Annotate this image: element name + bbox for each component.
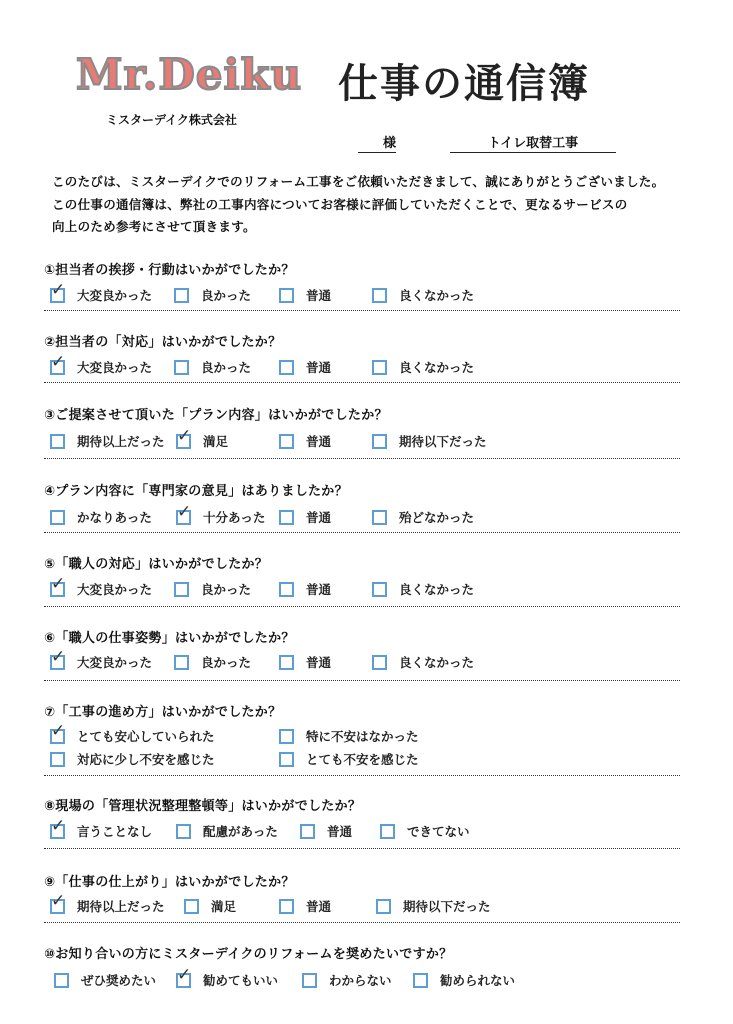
- option-label: とても不安を感じた: [306, 752, 419, 767]
- option-label: 良くなかった: [399, 582, 475, 597]
- question-7-option-3[interactable]: [50, 750, 215, 768]
- question-3-option-3[interactable]: [279, 432, 331, 450]
- question-5-option-3[interactable]: [279, 580, 331, 598]
- checkbox[interactable]: [372, 655, 387, 670]
- question-9-option-2[interactable]: [184, 897, 236, 915]
- check-icon: ✓: [51, 646, 66, 667]
- question-3-option-2[interactable]: [176, 425, 229, 450]
- option-label: 大変良かった: [77, 582, 153, 597]
- question-8-option-2[interactable]: [176, 822, 278, 840]
- option-label: 良くなかった: [399, 288, 475, 303]
- section-divider: [44, 680, 680, 681]
- question-6-option-4[interactable]: [372, 653, 474, 671]
- question-1-option-2[interactable]: [174, 286, 251, 304]
- option-label: 良かった: [201, 655, 252, 670]
- option-label: とても安心していられた: [77, 729, 215, 744]
- question-6-option-3[interactable]: [279, 653, 331, 671]
- option-label: 言うことなし: [77, 824, 153, 839]
- checkbox[interactable]: [279, 582, 294, 597]
- check-icon: ✓: [51, 720, 66, 741]
- option-label: 良かった: [201, 288, 252, 303]
- checkbox[interactable]: [372, 510, 387, 525]
- checkbox[interactable]: [279, 655, 294, 670]
- question-9-option-1[interactable]: [50, 890, 165, 915]
- checkbox[interactable]: [50, 752, 65, 767]
- section-divider: [44, 458, 680, 459]
- question-10-option-1[interactable]: [54, 971, 156, 989]
- question-2-option-1[interactable]: [50, 351, 153, 376]
- section-divider: [44, 382, 680, 383]
- checkbox[interactable]: [279, 510, 294, 525]
- question-4-option-3[interactable]: [279, 508, 331, 526]
- question-5-option-2[interactable]: [174, 580, 251, 598]
- brand-logo: Mr.Deiku: [76, 50, 303, 99]
- check-icon: ✓: [51, 279, 66, 300]
- checkbox[interactable]: [54, 973, 69, 988]
- checkbox[interactable]: [279, 434, 294, 449]
- check-icon: ✓: [177, 425, 192, 446]
- question-10-option-3[interactable]: [302, 971, 392, 989]
- question-10-option-2[interactable]: [176, 964, 279, 989]
- option-label: 殆どなかった: [399, 510, 475, 525]
- question-4-option-1[interactable]: [50, 508, 152, 526]
- option-label: かなりあった: [77, 510, 152, 525]
- page-title: 仕事の通信簿: [338, 61, 590, 107]
- option-label: 普通: [306, 434, 332, 449]
- checkbox[interactable]: [300, 824, 315, 839]
- option-label: 期待以下だった: [403, 899, 491, 914]
- option-label: できてない: [407, 824, 470, 839]
- checkbox[interactable]: [50, 351, 66, 375]
- checkbox[interactable]: [50, 720, 66, 744]
- question-8-option-4[interactable]: [380, 822, 470, 840]
- check-icon: ✓: [177, 964, 192, 985]
- question-3-option-4[interactable]: [372, 432, 487, 450]
- question-3-text: ③ご提案させて頂いた「プラン内容」はいかがでしたか？: [44, 408, 388, 423]
- option-label: 大変良かった: [77, 655, 153, 670]
- question-7-option-2[interactable]: [279, 727, 419, 745]
- option-label: 良くなかった: [399, 655, 475, 670]
- question-9-text: ⑨「仕事の仕上がり」はいかがでしたか？: [44, 875, 295, 890]
- checkbox[interactable]: [302, 973, 317, 988]
- checkbox[interactable]: [380, 824, 395, 839]
- check-icon: ✓: [51, 890, 66, 911]
- option-label: 普通: [306, 655, 332, 670]
- checkbox[interactable]: [50, 510, 65, 525]
- question-5-option-1[interactable]: [50, 573, 153, 598]
- question-2-option-4[interactable]: [372, 358, 474, 376]
- option-label: ぜひ奨めたい: [81, 973, 157, 988]
- checkbox[interactable]: [413, 973, 428, 988]
- question-8-option-3[interactable]: [300, 822, 352, 840]
- option-label: 大変良かった: [77, 360, 153, 375]
- intro-line-1: このたびは、ミスターデイクでのリフォーム工事をご依頼いただきまして、誠にありがとうございました。: [52, 174, 665, 189]
- question-1-option-3[interactable]: [279, 286, 331, 304]
- question-1-text: ①担当者の挨拶・行動はいかがでしたか？: [44, 263, 295, 278]
- section-divider: [44, 310, 680, 311]
- checkbox[interactable]: [50, 573, 66, 597]
- checkbox[interactable]: [50, 434, 65, 449]
- question-9-option-3[interactable]: [279, 897, 331, 915]
- question-7-text: ⑦「工事の進め方」はいかがでしたか？: [44, 705, 282, 720]
- check-icon: ✓: [177, 501, 192, 522]
- question-2-text: ②担当者の「対応」はいかがでしたか？: [44, 335, 282, 350]
- question-4-text: ④プラン内容に「専門家の意見」はありましたか？: [44, 484, 348, 499]
- customer-name-field: 様: [358, 132, 396, 153]
- question-7-option-4[interactable]: [279, 750, 419, 768]
- checkbox[interactable]: [184, 899, 199, 914]
- option-label: 特に不安はなかった: [306, 729, 419, 744]
- question-6-text: ⑥「職人の仕事姿勢」はいかがでしたか？: [44, 631, 295, 646]
- option-label: 良かった: [201, 582, 252, 597]
- checkbox[interactable]: [279, 752, 294, 767]
- question-1-option-1[interactable]: [50, 279, 153, 304]
- question-5-option-4[interactable]: [372, 580, 474, 598]
- checkbox[interactable]: [279, 360, 294, 375]
- checkbox[interactable]: [372, 360, 387, 375]
- question-3-option-1[interactable]: [50, 432, 165, 450]
- checkbox[interactable]: [174, 655, 189, 670]
- checkbox[interactable]: [174, 360, 189, 375]
- checkbox[interactable]: [279, 288, 294, 303]
- question-4-option-2[interactable]: [176, 501, 266, 526]
- company-name: ミスターデイク株式会社: [106, 113, 237, 127]
- checkbox[interactable]: [174, 582, 189, 597]
- question-10-text: ⑩お知り合いの方にミスターデイクのリフォームを奨めたいですか？: [44, 947, 453, 962]
- section-divider: [44, 532, 680, 533]
- checkbox[interactable]: [50, 279, 66, 303]
- checkbox[interactable]: [176, 501, 192, 525]
- option-label: 期待以下だった: [399, 434, 487, 449]
- option-label: 勧められない: [440, 973, 516, 988]
- checkbox[interactable]: [50, 815, 66, 839]
- check-icon: ✓: [51, 573, 66, 594]
- question-6-option-2[interactable]: [174, 653, 251, 671]
- option-label: 大変良かった: [77, 288, 153, 303]
- checkbox[interactable]: [176, 964, 192, 988]
- question-5-text: ⑤「職人の対応」はいかがでしたか？: [44, 557, 269, 572]
- checkbox[interactable]: [50, 646, 66, 670]
- checkbox[interactable]: [50, 890, 66, 914]
- option-label: 普通: [306, 582, 332, 597]
- question-2-option-2[interactable]: [174, 358, 251, 376]
- option-label: 期待以上だった: [77, 434, 165, 449]
- question-7-option-1[interactable]: [50, 720, 215, 745]
- option-label: 十分あった: [203, 510, 266, 525]
- option-label: 期待以上だった: [77, 899, 165, 914]
- question-4-option-4[interactable]: [372, 508, 474, 526]
- section-divider: [44, 775, 680, 776]
- checkbox[interactable]: [279, 899, 294, 914]
- checkbox[interactable]: [176, 824, 191, 839]
- option-label: 対応に少し不安を感じた: [77, 752, 215, 767]
- checkbox[interactable]: [176, 425, 192, 449]
- question-9-option-4[interactable]: [376, 897, 491, 915]
- checkbox[interactable]: [372, 288, 387, 303]
- checkbox[interactable]: [372, 434, 387, 449]
- option-label: 普通: [306, 510, 332, 525]
- checkbox[interactable]: [279, 729, 294, 744]
- option-label: 配慮があった: [203, 824, 278, 839]
- question-8-text: ⑧現場の「管理状況整理整頓等」はいかがでしたか？: [44, 799, 362, 814]
- option-label: 良くなかった: [399, 360, 475, 375]
- checkbox[interactable]: [174, 288, 189, 303]
- intro-line-2: この仕事の通信簿は、弊社の工事内容についてお客様に評価していただくことで、更なるサービスの: [52, 197, 628, 212]
- option-label: 勧めてもいい: [203, 973, 279, 988]
- question-6-option-1[interactable]: [50, 646, 153, 671]
- option-label: 良かった: [201, 360, 252, 375]
- question-1-option-4[interactable]: [372, 286, 474, 304]
- option-label: 満足: [211, 899, 237, 914]
- checkbox[interactable]: [376, 899, 391, 914]
- section-divider: [44, 606, 680, 607]
- section-divider: [44, 922, 680, 923]
- question-10-option-4[interactable]: [413, 971, 515, 989]
- option-label: わからない: [329, 973, 392, 988]
- intro-line-3: 向上のため参考にさせて頂きます。: [52, 219, 256, 234]
- option-label: 普通: [306, 899, 332, 914]
- question-2-option-3[interactable]: [279, 358, 331, 376]
- check-icon: ✓: [51, 815, 66, 836]
- option-label: 普通: [327, 824, 353, 839]
- option-label: 満足: [203, 434, 229, 449]
- section-divider: [44, 848, 680, 849]
- option-label: 普通: [306, 288, 332, 303]
- job-name-field: トイレ取替工事: [450, 132, 616, 153]
- checkbox[interactable]: [372, 582, 387, 597]
- question-8-option-1[interactable]: [50, 815, 153, 840]
- check-icon: ✓: [51, 351, 66, 372]
- option-label: 普通: [306, 360, 332, 375]
